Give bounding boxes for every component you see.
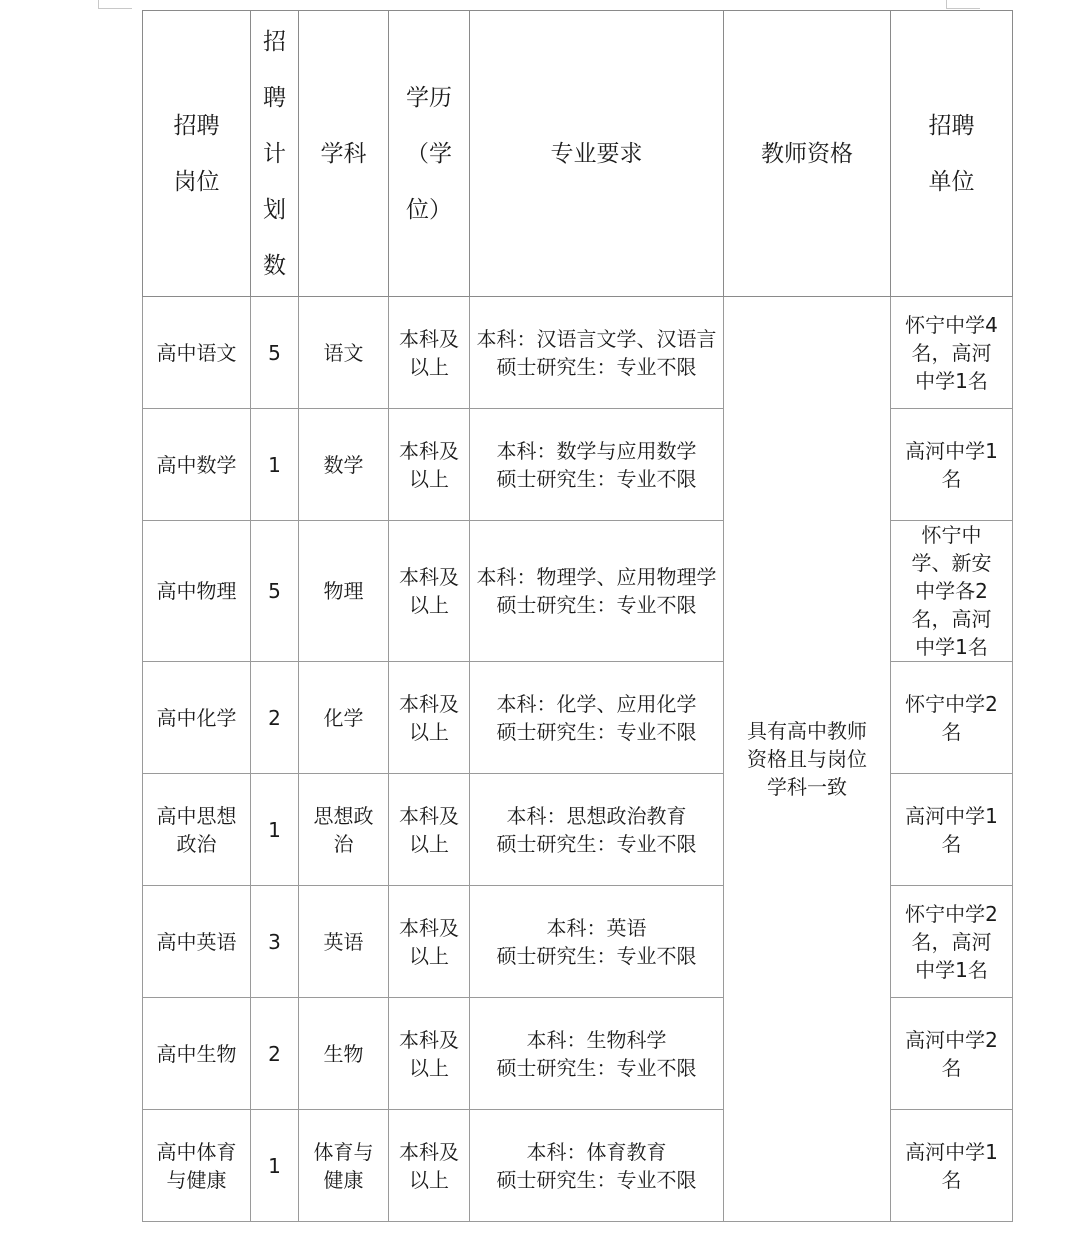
cell-major-requirement <box>470 409 724 521</box>
major-line: 硕士研究生：专业不限 <box>496 1167 697 1192</box>
header-major-requirement: 专业要求 <box>470 11 724 297</box>
cell-major-requirement <box>470 998 724 1110</box>
major-line: 本科：英语 <box>546 915 647 940</box>
major-line: 本科：生物科学 <box>526 1027 667 1052</box>
header-plan-count: 招 聘 计 划 数 <box>251 11 299 297</box>
header-teacher-qualification: 教师资格 <box>724 11 891 297</box>
cell-position: 高中语文 <box>143 297 251 409</box>
table-header-row <box>143 11 1013 297</box>
cell-teacher-qualification: 具有高中教师资格且与岗位学科一致 <box>724 297 891 1222</box>
cell-major-requirement <box>470 662 724 774</box>
cell-position: 高中化学 <box>143 662 251 774</box>
header-education: 学历 （学 位） <box>389 11 470 297</box>
major-line: 本科：化学、应用化学 <box>496 691 697 716</box>
header-position: 招聘 岗位 <box>143 11 251 297</box>
header-employer: 招聘 单位 <box>891 11 1013 297</box>
cell-position: 高中体育与健康 <box>143 1110 251 1222</box>
cell-employer: 高河中学1名 <box>891 1110 1013 1222</box>
major-line: 本科：物理学、应用物理学 <box>476 565 717 589</box>
cell-position: 高中英语 <box>143 886 251 998</box>
major-line: 硕士研究生：专业不限 <box>496 831 697 856</box>
cell-employer: 怀宁中学2名，高河中学1名 <box>891 886 1013 998</box>
header-subject: 学科 <box>299 11 389 297</box>
cell-employer: 高河中学1名 <box>891 774 1013 886</box>
cell-education: 本科及以上 <box>389 521 470 662</box>
cell-subject: 思想政治 <box>299 774 389 886</box>
cell-subject: 英语 <box>299 886 389 998</box>
cell-count: 1 <box>251 774 299 886</box>
cell-subject: 语文 <box>299 297 389 409</box>
major-line: 硕士研究生：专业不限 <box>496 593 697 617</box>
cell-major-requirement <box>470 886 724 998</box>
cell-education: 本科及以上 <box>389 409 470 521</box>
cell-subject: 物理 <box>299 521 389 662</box>
major-line: 硕士研究生：专业不限 <box>496 719 697 744</box>
major-line: 本科：数学与应用数学 <box>496 438 697 463</box>
cell-subject: 体育与健康 <box>299 1110 389 1222</box>
cell-education: 本科及以上 <box>389 998 470 1110</box>
cell-major-requirement <box>470 1110 724 1222</box>
cell-count: 2 <box>251 998 299 1110</box>
cell-count: 2 <box>251 662 299 774</box>
cell-education: 本科及以上 <box>389 297 470 409</box>
major-line: 本科：汉语言文学、汉语言 <box>476 326 717 351</box>
major-line: 硕士研究生：专业不限 <box>496 1055 697 1080</box>
recruitment-table <box>142 10 1013 1222</box>
cell-subject: 数学 <box>299 409 389 521</box>
major-line: 硕士研究生：专业不限 <box>496 466 697 491</box>
cell-employer: 怀宁中学4名，高河中学1名 <box>891 297 1013 409</box>
cell-subject: 化学 <box>299 662 389 774</box>
cell-position: 高中生物 <box>143 998 251 1110</box>
cell-position: 高中思想政治 <box>143 774 251 886</box>
cell-position: 高中数学 <box>143 409 251 521</box>
cell-education: 本科及以上 <box>389 1110 470 1222</box>
cell-subject: 生物 <box>299 998 389 1110</box>
major-line: 本科：体育教育 <box>526 1139 667 1164</box>
cell-major-requirement <box>470 297 724 409</box>
major-line: 硕士研究生：专业不限 <box>496 943 697 968</box>
cell-employer: 高河中学2名 <box>891 998 1013 1110</box>
cell-count: 5 <box>251 521 299 662</box>
cell-count: 3 <box>251 886 299 998</box>
cell-employer: 高河中学1名 <box>891 409 1013 521</box>
cell-major-requirement <box>470 521 724 662</box>
cell-education: 本科及以上 <box>389 662 470 774</box>
cell-count: 5 <box>251 297 299 409</box>
table-row <box>143 297 1013 409</box>
cell-employer: 怀宁中学、新安中学各2名，高河中学1名 <box>891 521 1013 662</box>
cell-major-requirement <box>470 774 724 886</box>
major-line: 本科：思想政治教育 <box>506 803 687 828</box>
cell-education: 本科及以上 <box>389 886 470 998</box>
cell-position: 高中物理 <box>143 521 251 662</box>
major-line: 硕士研究生：专业不限 <box>496 354 697 379</box>
cell-count: 1 <box>251 1110 299 1222</box>
cell-employer: 怀宁中学2名 <box>891 662 1013 774</box>
cell-education: 本科及以上 <box>389 774 470 886</box>
cell-count: 1 <box>251 409 299 521</box>
